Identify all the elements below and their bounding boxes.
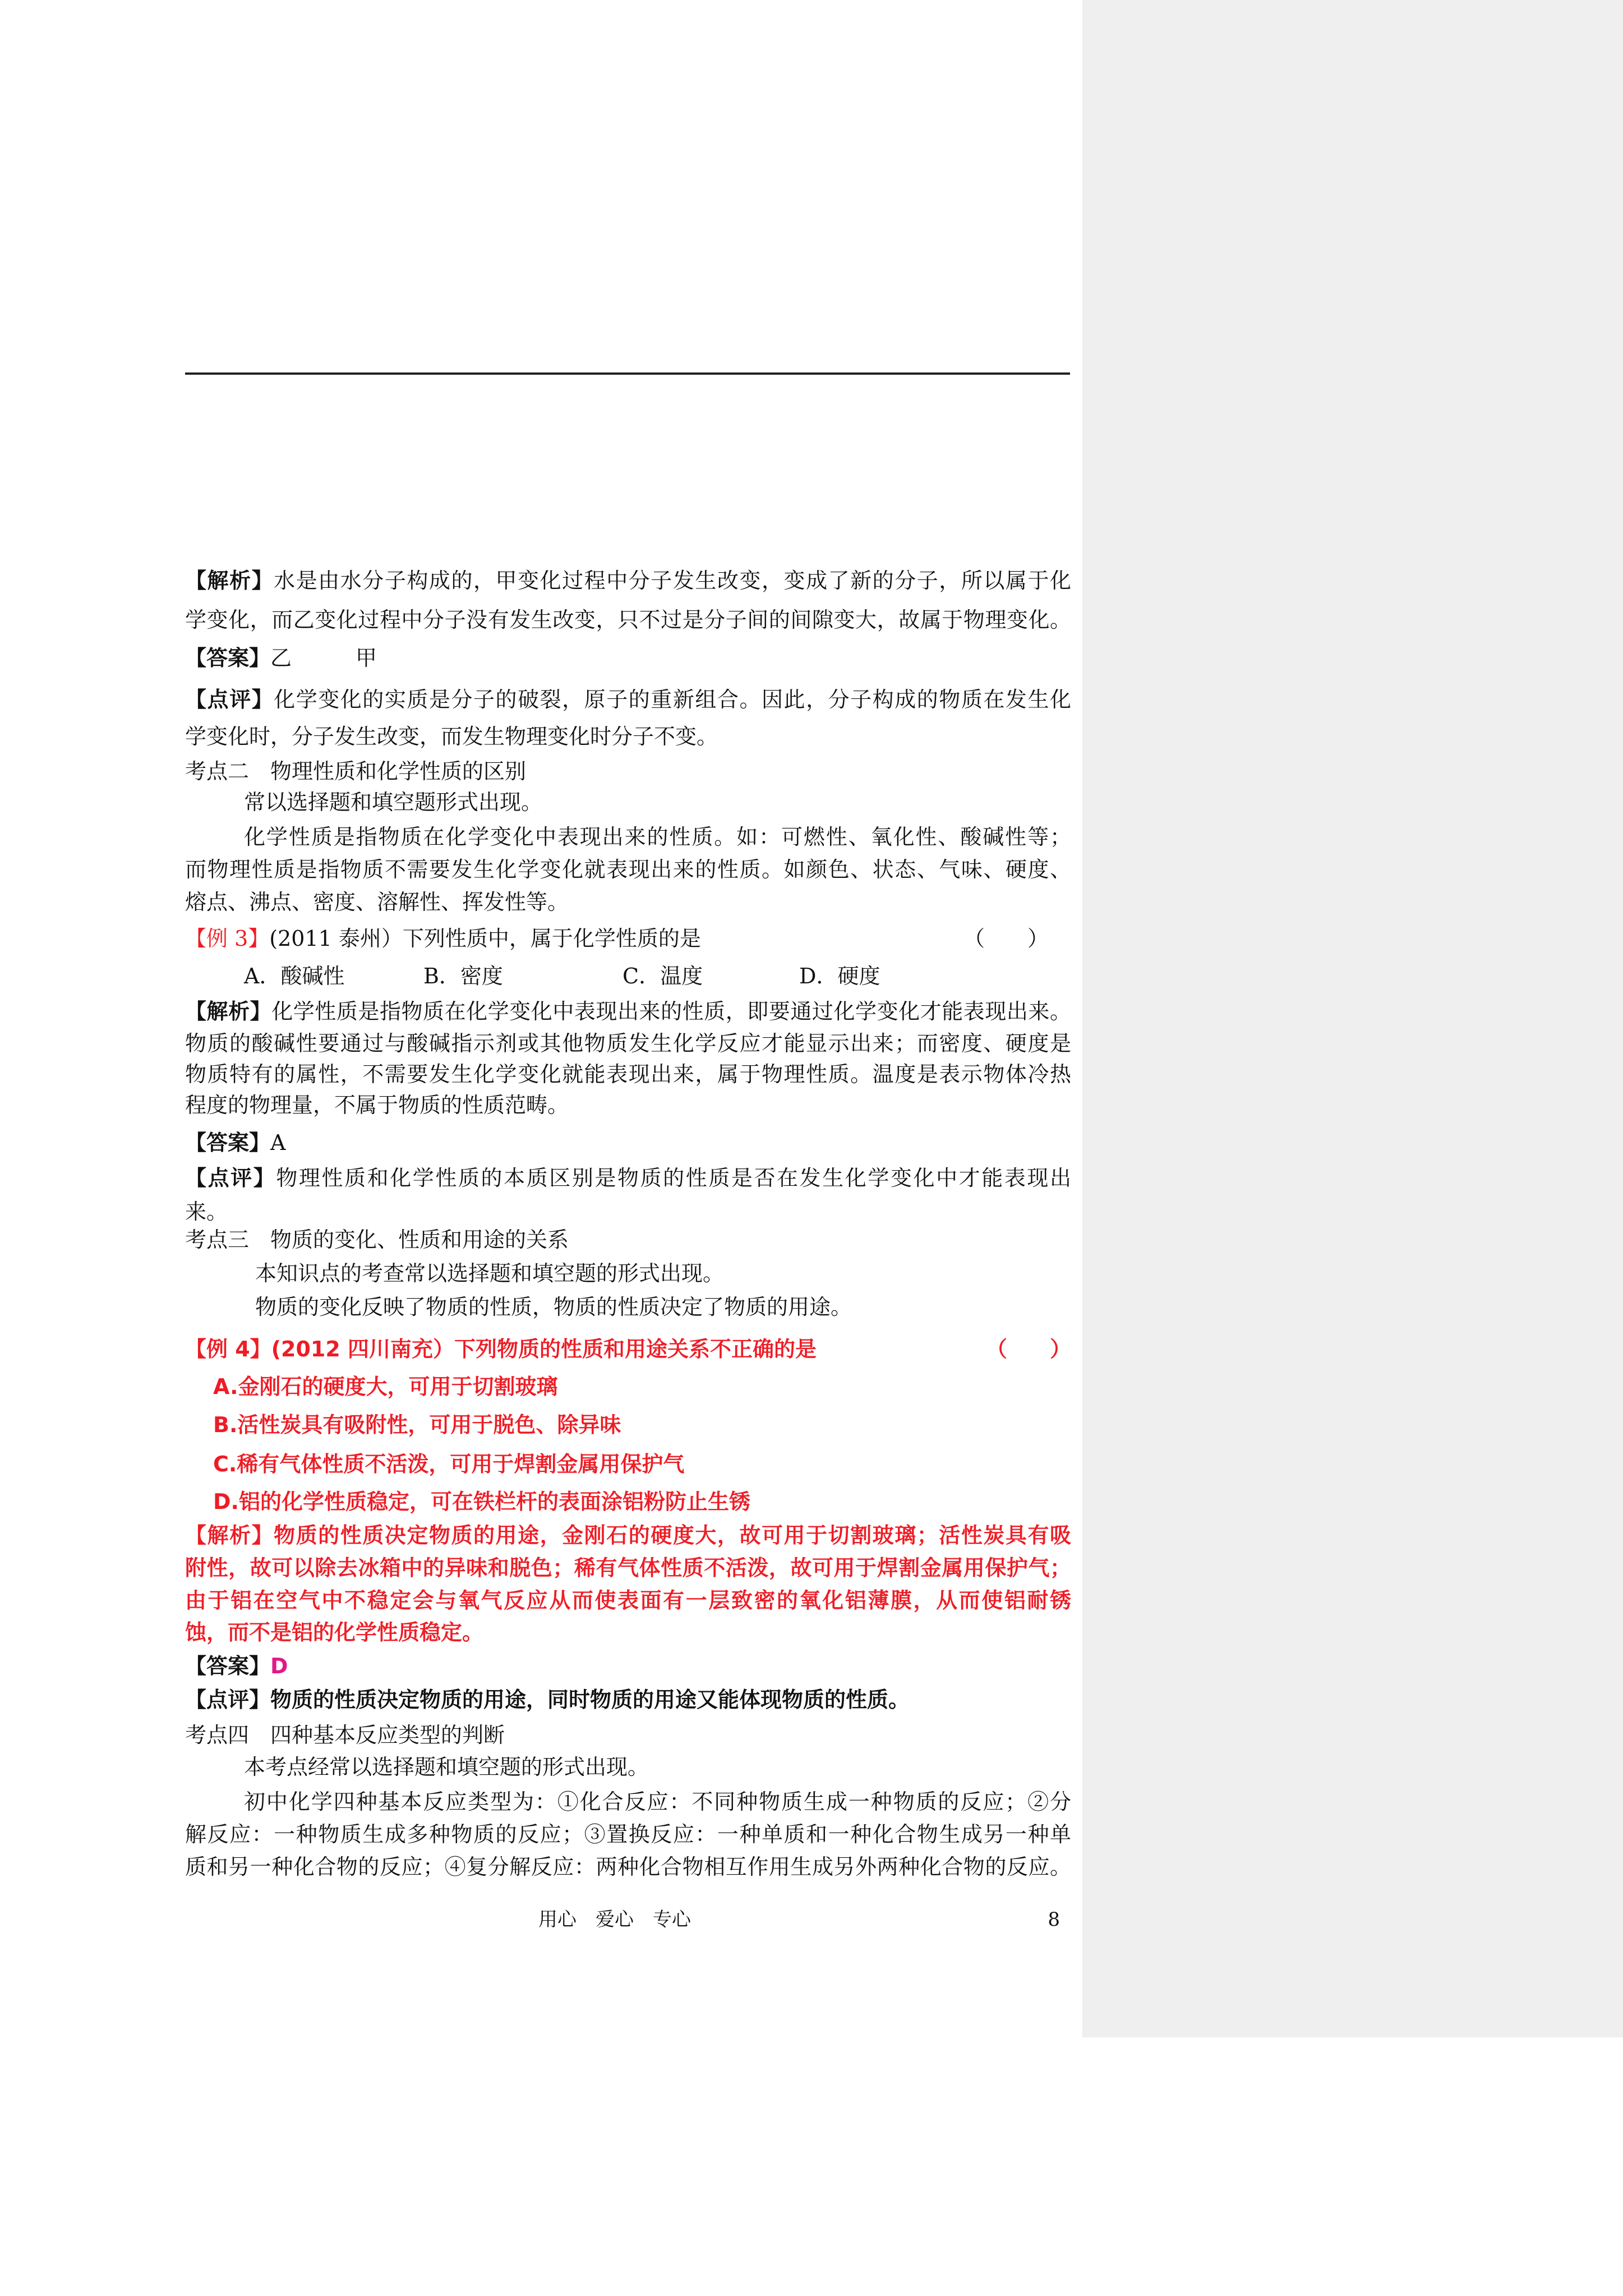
section-2-body-1: 化学性质是指物质在化学变化中表现出来的性质。如：可燃性、氧化性、酸碱性等； [244, 825, 1071, 849]
section-heading-4: 考点四 四种基本反应类型的判断 [185, 1723, 505, 1747]
analysis-4-cont-3: 蚀，而不是铝的化学性质稳定。 [185, 1620, 484, 1645]
section-3-body: 物质的变化反映了物质的性质，物质的性质决定了物质的用途。 [255, 1295, 852, 1319]
comment-margin-pane [1082, 0, 1623, 2037]
section-heading-3: 考点三 物质的变化、性质和用途的关系 [185, 1227, 569, 1252]
section-2-body-3: 熔点、沸点、密度、溶解性、挥发性等。 [185, 890, 569, 914]
example-4-question: 【例 4】(2012 四川南充）下列物质的性质和用途关系不正确的是 （ ） [185, 1337, 1071, 1361]
header-rule [185, 372, 1070, 375]
section-4-body-3: 质和另一种化合物的反应；④复分解反应：两种化合物相互作用生成另外两种化合物的反应。 [185, 1855, 1071, 1879]
example-4-option-b: B.活性炭具有吸附性，可用于脱色、除异味 [213, 1412, 621, 1437]
analysis-4-cont-1: 附性，故可以除去冰箱中的异味和脱色；稀有气体性质不活泼，故可用于焊割金属用保护气； [185, 1556, 1071, 1580]
comment-1-cont: 学变化时，分子发生改变，而发生物理变化时分子不变。 [185, 724, 718, 749]
section-4-body-1: 初中化学四种基本反应类型为：①化合反应：不同种物质生成一种物质的反应；②分 [244, 1789, 1071, 1814]
analysis-paragraph-1-cont: 学变化，而乙变化过程中分子没有发生改变，只不过是分子间的间隙变大，故属于物理变化。 [185, 608, 1071, 632]
example-4-option-d: D.铝的化学性质稳定，可在铁栏杆的表面涂铝粉防止生锈 [213, 1489, 750, 1514]
option-a: A．酸碱性 [244, 964, 345, 988]
section-2-body-2: 而物理性质是指物质不需要发生化学变化就表现出来的性质。如颜色、状态、气味、硬度、 [185, 857, 1071, 882]
comment-3: 【点评】物理性质和化学性质的本质区别是物质的性质是否在发生化学变化中才能表现出 [185, 1165, 1071, 1190]
section-4-body-2: 解反应：一种物质生成多种物质的反应；③置换反应：一种单质和一种化合物生成另一种单 [185, 1822, 1071, 1847]
example-3-options [185, 962, 1071, 990]
section-3-intro: 本知识点的考查常以选择题和填空题的形式出现。 [255, 1261, 725, 1286]
page-number: 8 [1048, 1908, 1060, 1931]
section-heading-2: 考点二 物理性质和化学性质的区别 [185, 759, 527, 784]
analysis-paragraph-1: 【解析】水是由水分子构成的，甲变化过程中分子发生改变，变成了新的分子，所以属于化 [185, 568, 1071, 593]
analysis-4-cont-2: 由于铝在空气中不稳定会与氧气反应从而使表面有一层致密的氧化铝薄膜，从而使铝耐锈 [185, 1588, 1071, 1613]
analysis-3-cont-3: 程度的物理量，不属于物质的性质范畴。 [185, 1093, 569, 1117]
answer-3: 【答案】A [185, 1130, 286, 1155]
option-b: B．密度 [423, 964, 503, 988]
example-4-option-c: C.稀有气体性质不活泼，可用于焊割金属用保护气 [213, 1452, 685, 1476]
option-d: D．硬度 [799, 964, 880, 988]
answer-1: 【答案】乙 甲 [185, 645, 377, 670]
example-3-question: 【例 3】(2011 泰州）下列性质中，属于化学性质的是 （ ） [185, 926, 1049, 951]
section-4-intro: 本考点经常以选择题和填空题的形式出现。 [244, 1755, 649, 1779]
comment-1: 【点评】化学变化的实质是分子的破裂，原子的重新组合。因此，分子构成的物质在发生化 [185, 687, 1071, 712]
analysis-4: 【解析】物质的性质决定物质的用途，金刚石的硬度大，故可用于切割玻璃；活性炭具有吸 [185, 1523, 1071, 1548]
comment-3-cont: 来。 [185, 1199, 228, 1224]
analysis-3-cont-2: 物质特有的属性，不需要发生化学变化就能表现出来，属于物理性质。温度是表示物体冷热 [185, 1062, 1071, 1087]
example-4-option-a: A.金刚石的硬度大，可用于切割玻璃 [213, 1374, 558, 1399]
analysis-3-cont-1: 物质的酸碱性要通过与酸碱指示剂或其他物质发生化学反应才能显示出来；而密度、硬度是 [185, 1031, 1071, 1056]
analysis-3: 【解析】化学性质是指物质在化学变化中表现出来的性质，即要通过化学变化才能表现出来。 [185, 999, 1071, 1024]
option-c: C．温度 [623, 964, 703, 988]
section-2-intro: 常以选择题和填空题形式出现。 [244, 790, 543, 815]
footer-motto: 用心 爱心 专心 [538, 1908, 691, 1931]
answer-4: 【答案】D [185, 1654, 288, 1678]
comment-4: 【点评】物质的性质决定物质的用途，同时物质的用途又能体现物质的性质。 [185, 1687, 910, 1712]
